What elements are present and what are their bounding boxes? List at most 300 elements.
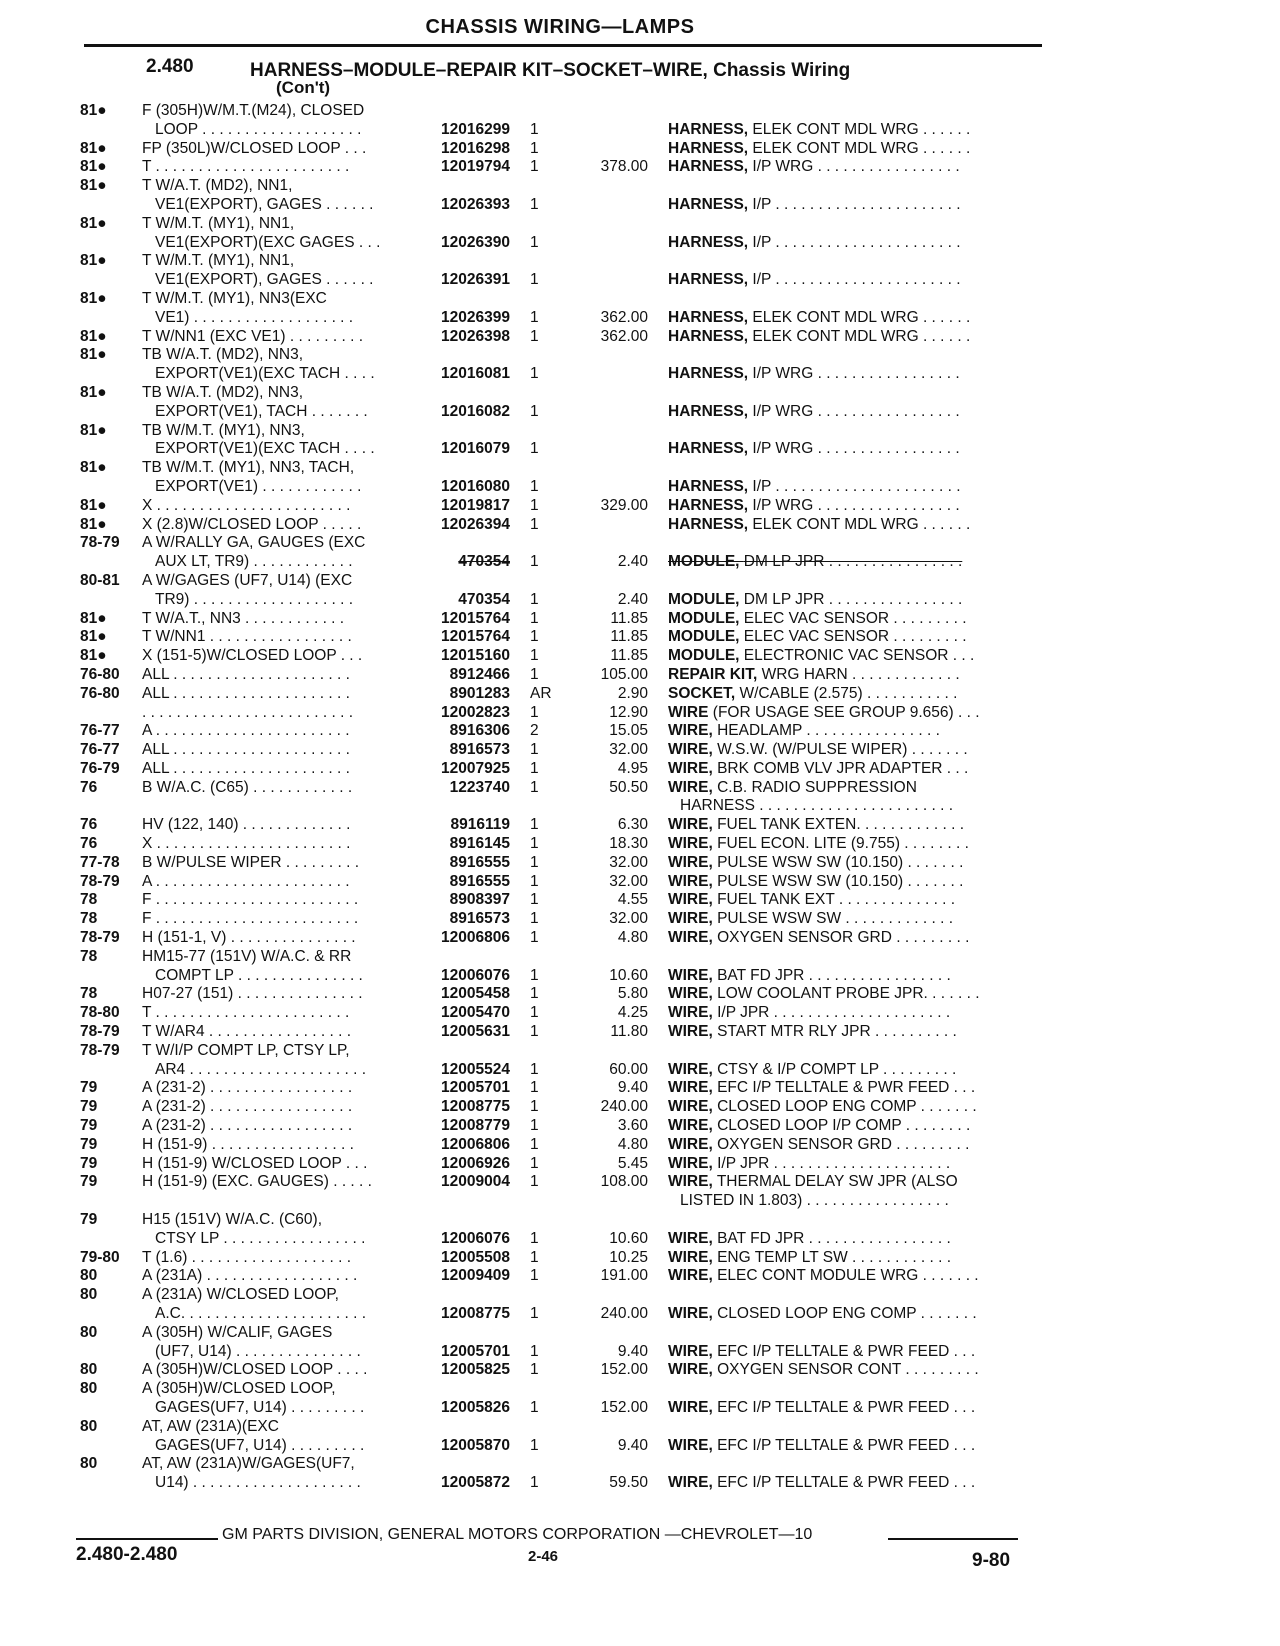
quantity: 1: [530, 440, 539, 458]
usage-description: T W/A.T. (MD2), NN1,: [142, 177, 293, 195]
list-item: [0, 647, 1280, 666]
quantity: 1: [530, 1098, 539, 1116]
quantity: 1: [530, 1398, 539, 1416]
list-price: 4.95: [617, 759, 648, 777]
section-title: HARNESS–MODULE–REPAIR KIT–SOCKET–WIRE, Chassis Wiring: [250, 60, 851, 81]
usage-description: T W/NN1 . . . . . . . . . . . . . . . . .: [142, 628, 352, 646]
part-name: [668, 121, 970, 140]
part-name-noun: HARNESS,: [668, 402, 749, 420]
list-item: [0, 346, 1280, 365]
quantity: 1: [530, 1361, 539, 1379]
quantity: 1: [530, 515, 539, 533]
quantity: 1: [530, 496, 539, 514]
part-name-noun: HARNESS,: [668, 477, 749, 495]
part-name: [680, 1192, 949, 1211]
part-name-detail: HARNESS . . . . . . . . . . . . . . . . . . . . . . .: [680, 797, 954, 815]
list-item: [0, 722, 1280, 741]
quantity: 1: [530, 195, 539, 213]
model-year: 76: [80, 816, 98, 834]
model-year: 79: [80, 1211, 98, 1229]
part-name: [668, 1079, 975, 1098]
list-item: [0, 910, 1280, 929]
part-number: 12005825: [441, 1361, 510, 1379]
model-year: 81●: [80, 252, 107, 270]
list-item: [0, 1061, 1280, 1080]
part-name: [668, 591, 962, 610]
part-name-detail: HEADLAMP . . . . . . . . . . . . . . . .: [717, 722, 940, 740]
quantity: 1: [530, 308, 539, 326]
part-number: 12006806: [441, 1135, 510, 1153]
part-number: 12006076: [441, 966, 510, 984]
part-name: [668, 328, 970, 347]
part-name-noun: WIRE,: [668, 759, 713, 777]
part-name-detail: CLOSED LOOP ENG COMP . . . . . . .: [717, 1305, 977, 1322]
part-name-noun: WIRE,: [668, 1060, 713, 1078]
part-name-noun: WIRE,: [668, 1229, 713, 1247]
part-name-noun: WIRE,: [668, 1305, 713, 1322]
part-number: 12009409: [441, 1267, 510, 1285]
list-item: [0, 1286, 1280, 1305]
quantity: 1: [530, 1117, 539, 1135]
model-year: 76-80: [80, 665, 120, 683]
part-name-noun: WIRE,: [668, 1267, 713, 1285]
model-year: 81●: [80, 327, 107, 345]
list-price: 10.60: [609, 1229, 648, 1247]
parts-list: [0, 102, 1280, 1493]
part-number: 8916573: [449, 910, 510, 928]
usage-description: TB W/A.T. (MD2), NN3,: [142, 383, 304, 401]
part-name-noun: HARNESS,: [668, 271, 749, 289]
list-price: 12.90: [609, 703, 648, 721]
usage-description: AUX LT, TR9) . . . . . . . . . . . .: [155, 553, 353, 571]
part-name-detail: W.S.W. (W/PULSE WIPER) . . . . . . .: [717, 741, 968, 759]
list-price: 60.00: [609, 1060, 648, 1078]
part-name: [668, 1155, 950, 1174]
list-item: [0, 177, 1280, 196]
part-name: [668, 196, 961, 215]
part-name-noun: WIRE,: [668, 1079, 713, 1097]
usage-description: A (305H)W/CLOSED LOOP,: [142, 1380, 336, 1398]
usage-description: H (151-1, V) . . . . . . . . . . . . . . .: [142, 929, 356, 947]
part-name-noun: HARNESS,: [668, 308, 749, 326]
part-number: 12016082: [441, 402, 510, 420]
model-year: 76-77: [80, 741, 120, 759]
usage-description: T W/M.T. (MY1), NN1,: [142, 214, 295, 232]
usage-description: AR4 . . . . . . . . . . . . . . . . . . . . .: [155, 1060, 367, 1078]
part-name-detail: ENG TEMP LT SW . . . . . . . . . . . .: [717, 1248, 952, 1266]
quantity: 1: [530, 1004, 539, 1022]
list-item: [0, 102, 1280, 121]
usage-description: VE1(EXPORT), GAGES . . . . . .: [155, 195, 374, 213]
list-item: [0, 158, 1280, 177]
part-name-detail: FUEL TANK EXT . . . . . . . . . . . . . .: [717, 891, 956, 909]
quantity: 1: [530, 966, 539, 984]
part-name-noun: WIRE,: [668, 929, 713, 947]
list-item: [0, 1173, 1280, 1192]
part-name-detail: BAT FD JPR . . . . . . . . . . . . . . . . .: [717, 1229, 951, 1247]
quantity: 1: [530, 609, 539, 627]
list-item: [0, 252, 1280, 271]
usage-description: A (231-2) . . . . . . . . . . . . . . . . .: [142, 1098, 353, 1116]
list-item: [0, 478, 1280, 497]
part-name-detail: EFC I/P TELLTALE & PWR FEED . . .: [717, 1436, 976, 1454]
list-price: 59.50: [609, 1474, 648, 1492]
usage-description: HM15-77 (151V) W/A.C. & RR: [142, 947, 352, 965]
quantity: 1: [530, 1079, 539, 1097]
list-price: 152.00: [600, 1398, 648, 1416]
list-item: [0, 891, 1280, 910]
part-name: [668, 628, 967, 647]
part-number: 12005458: [441, 985, 510, 1003]
part-name-noun: WIRE,: [668, 816, 713, 834]
footer-rule-right: [888, 1538, 1018, 1540]
quantity: 1: [530, 703, 539, 721]
model-year: 79: [80, 1098, 98, 1116]
part-number: 8916573: [449, 741, 510, 759]
model-year: 76: [80, 778, 98, 796]
list-price: 18.30: [609, 835, 648, 853]
usage-description: A (305H)W/CLOSED LOOP . . . .: [142, 1361, 368, 1379]
part-name: [668, 741, 968, 760]
usage-description: A (231-2) . . . . . . . . . . . . . . . . .: [142, 1079, 353, 1097]
part-name: [668, 835, 969, 854]
list-price: 32.00: [609, 872, 648, 890]
part-name: [668, 1230, 951, 1249]
part-number: 12005631: [441, 1023, 510, 1041]
list-price: 9.40: [617, 1436, 648, 1454]
list-item: [0, 666, 1280, 685]
part-name-detail: ELEK CONT MDL WRG . . . . . .: [752, 120, 971, 138]
model-year: 79: [80, 1154, 98, 1172]
list-price: 10.25: [609, 1248, 648, 1266]
part-name: [668, 1023, 957, 1042]
usage-description: T . . . . . . . . . . . . . . . . . . . . . . .: [142, 1004, 350, 1022]
usage-description: H (151-9) W/CLOSED LOOP . . .: [142, 1154, 368, 1172]
usage-description: H (151-9) (EXC. GAUGES) . . . . .: [142, 1173, 372, 1191]
part-name: [668, 553, 962, 572]
list-price: 32.00: [609, 853, 648, 871]
part-name-detail: EFC I/P TELLTALE & PWR FEED . . .: [717, 1398, 976, 1416]
part-name-noun: MODULE,: [668, 647, 740, 665]
quantity: 1: [530, 365, 539, 383]
quantity: 1: [530, 590, 539, 608]
part-number: 12026390: [441, 233, 510, 251]
part-name-noun: HARNESS,: [668, 120, 749, 138]
usage-description: X (2.8)W/CLOSED LOOP . . . . .: [142, 515, 362, 533]
part-name-noun: HARNESS,: [668, 158, 749, 176]
footer-publisher: GM PARTS DIVISION, GENERAL MOTORS CORPORATION —CHEVROLET—10: [222, 1526, 813, 1543]
list-item: [0, 534, 1280, 553]
part-name-detail: (FOR USAGE SEE GROUP 9.656) . . .: [712, 703, 980, 721]
part-name: [668, 704, 980, 723]
usage-description: T (1.6) . . . . . . . . . . . . . . . . . . .: [142, 1248, 352, 1266]
usage-description: VE1) . . . . . . . . . . . . . . . . . . .: [155, 308, 354, 326]
part-number: 12009004: [441, 1173, 510, 1191]
part-number: 12026393: [441, 195, 510, 213]
part-name: [668, 1117, 970, 1136]
list-item: [0, 741, 1280, 760]
part-name-noun: WIRE,: [668, 985, 713, 1003]
part-name: [668, 610, 967, 629]
usage-description: U14) . . . . . . . . . . . . . . . . . . . .: [155, 1474, 361, 1492]
model-year: 81●: [80, 609, 107, 627]
part-name: [668, 1343, 975, 1362]
part-name: [668, 403, 960, 422]
quantity: 1: [530, 402, 539, 420]
usage-description: VE1(EXPORT), GAGES . . . . . .: [155, 271, 374, 289]
usage-description: TB W/A.T. (MD2), NN3,: [142, 346, 304, 364]
part-number: 8916145: [449, 835, 510, 853]
model-year: 76-79: [80, 759, 120, 777]
part-name: [668, 779, 917, 798]
list-price: 3.60: [617, 1117, 648, 1135]
part-name-detail: ELEK CONT MDL WRG . . . . . .: [752, 515, 971, 533]
quantity: 1: [530, 1135, 539, 1153]
part-name-detail: EFC I/P TELLTALE & PWR FEED . . .: [717, 1079, 976, 1097]
part-name-noun: HARNESS,: [668, 515, 749, 533]
quantity: 1: [530, 139, 539, 157]
model-year: 81●: [80, 383, 107, 401]
part-name-noun: HARNESS,: [668, 139, 749, 157]
part-number: 1223740: [449, 778, 510, 796]
list-price: 240.00: [600, 1098, 648, 1116]
list-item: [0, 929, 1280, 948]
part-name-noun: WIRE,: [668, 1173, 713, 1191]
quantity: 1: [530, 891, 539, 909]
usage-description: X (151-5)W/CLOSED LOOP . . .: [142, 647, 363, 665]
part-name-noun: WIRE,: [668, 1398, 713, 1416]
part-name-detail: PULSE WSW SW (10.150) . . . . . . .: [717, 853, 964, 871]
part-name-detail: PULSE WSW SW (10.150) . . . . . . .: [717, 872, 964, 890]
list-item: [0, 1437, 1280, 1456]
part-number: 12016079: [441, 440, 510, 458]
footer-page-number: 2-46: [528, 1548, 559, 1565]
part-name-detail: ELECTRONIC VAC SENSOR . . .: [743, 647, 975, 665]
part-name: [668, 910, 953, 929]
list-price: 11.85: [610, 628, 648, 646]
usage-description: EXPORT(VE1), TACH . . . . . . .: [155, 402, 368, 420]
model-year: 78: [80, 910, 98, 928]
part-number: 12005524: [441, 1060, 510, 1078]
usage-description: LOOP . . . . . . . . . . . . . . . . . . .: [155, 120, 362, 138]
model-year: 76: [80, 835, 98, 853]
list-item: [0, 403, 1280, 422]
usage-description: F . . . . . . . . . . . . . . . . . . . . . . . .: [142, 910, 359, 928]
usage-description: TB W/M.T. (MY1), NN3, TACH,: [142, 459, 355, 477]
usage-description: T W/NN1 (EXC VE1) . . . . . . . . .: [142, 327, 364, 345]
part-number: 12006806: [441, 929, 510, 947]
part-name-detail: ELEC VAC SENSOR . . . . . . . . .: [743, 628, 967, 646]
part-name: [668, 666, 960, 685]
part-name-detail: CLOSED LOOP ENG COMP . . . . . . .: [717, 1098, 977, 1116]
list-item: [0, 1042, 1280, 1061]
part-name-noun: SOCKET,: [668, 684, 736, 702]
usage-description: FP (350L)W/CLOSED LOOP . . .: [142, 139, 367, 157]
usage-description: T W/M.T. (MY1), NN3(EXC: [142, 289, 327, 307]
model-year: 81●: [80, 102, 107, 119]
part-number: 12015764: [441, 628, 510, 646]
list-price: 152.00: [600, 1361, 648, 1379]
quantity: 1: [530, 1474, 539, 1492]
part-number: 12016298: [441, 139, 510, 157]
part-name-noun: WIRE,: [668, 778, 713, 796]
part-name: [668, 1061, 956, 1080]
part-name-detail: OXYGEN SENSOR GRD . . . . . . . . .: [717, 1135, 970, 1153]
part-name-detail: START MTR RLY JPR . . . . . . . . . .: [717, 1023, 957, 1041]
part-name-detail: CTSY & I/P COMPT LP . . . . . . . . .: [717, 1060, 957, 1078]
list-price: 32.00: [609, 910, 648, 928]
usage-description: EXPORT(VE1)(EXC TACH . . . .: [155, 365, 375, 383]
quantity: 1: [530, 1248, 539, 1266]
list-item: [0, 1249, 1280, 1268]
usage-description: A (305H) W/CALIF, GAGES: [142, 1323, 333, 1341]
part-number: 12015160: [441, 647, 510, 665]
part-number: 12008775: [441, 1305, 510, 1322]
part-number: 12008779: [441, 1117, 510, 1135]
part-number: 12005508: [441, 1248, 510, 1266]
model-year: 76-80: [80, 684, 120, 702]
list-price: 11.80: [610, 1023, 648, 1041]
page-header-title: CHASSIS WIRING—LAMPS: [425, 16, 695, 38]
list-item: [0, 365, 1280, 384]
usage-description: H (151-9) . . . . . . . . . . . . . . . . .: [142, 1135, 354, 1153]
part-name: [668, 967, 951, 986]
quantity: 1: [530, 929, 539, 947]
part-name-noun: WIRE,: [668, 835, 713, 853]
usage-description: HV (122, 140) . . . . . . . . . . . . .: [142, 816, 351, 834]
part-name: [668, 1249, 951, 1268]
list-price: 4.80: [617, 1135, 648, 1153]
footer-group-range: 2.480-2.480: [76, 1544, 178, 1565]
part-name-detail: ELEK CONT MDL WRG . . . . . .: [752, 308, 971, 326]
part-name-noun: WIRE,: [668, 722, 713, 740]
part-name-detail: LOW COOLANT PROBE JPR. . . . . . .: [717, 985, 980, 1003]
usage-description: . . . . . . . . . . . . . . . . . . . . . . . . .: [142, 703, 354, 721]
list-item: [0, 1418, 1280, 1437]
list-item: [0, 948, 1280, 967]
list-item: [0, 1305, 1280, 1324]
quantity: 1: [530, 759, 539, 777]
part-name-detail: I/P . . . . . . . . . . . . . . . . . . . . . .: [752, 195, 961, 213]
usage-description: H07-27 (151) . . . . . . . . . . . . . . .: [142, 985, 363, 1003]
part-name: [668, 234, 961, 253]
model-year: 81●: [80, 421, 107, 439]
usage-description: B W/PULSE WIPER . . . . . . . . .: [142, 853, 360, 871]
part-name-detail: FUEL TANK EXTEN. . . . . . . . . . . . .: [717, 816, 964, 834]
model-year: 81●: [80, 139, 107, 157]
list-item: [0, 1192, 1280, 1211]
quantity: 1: [530, 477, 539, 495]
section-number: 2.480: [146, 56, 194, 77]
header-rule: [84, 44, 1042, 47]
part-name: [668, 1305, 977, 1324]
model-year: 76-77: [80, 722, 120, 740]
list-price: 2.40: [617, 553, 648, 571]
list-price: 15.05: [609, 722, 648, 740]
part-number: 8916555: [449, 872, 510, 890]
part-number: 8916119: [450, 816, 510, 834]
list-item: [0, 591, 1280, 610]
part-name-detail: THERMAL DELAY SW JPR (ALSO: [716, 1173, 958, 1191]
usage-description: ALL . . . . . . . . . . . . . . . . . . . . .: [142, 665, 350, 683]
part-number: 12019794: [441, 158, 510, 176]
model-year: 78-79: [80, 872, 120, 890]
quantity: 1: [530, 985, 539, 1003]
part-name-noun: WIRE,: [668, 741, 713, 759]
model-year: 77-78: [80, 853, 120, 871]
usage-description: CTSY LP . . . . . . . . . . . . . . . . .: [155, 1229, 366, 1247]
part-name: [668, 1136, 969, 1155]
part-number: 12016081: [441, 365, 510, 383]
quantity: 1: [530, 816, 539, 834]
list-item: [0, 328, 1280, 347]
list-price: 4.80: [617, 929, 648, 947]
part-name: [668, 1361, 979, 1380]
part-name-noun: MODULE,: [668, 590, 740, 608]
model-year: 79-80: [80, 1248, 120, 1266]
model-year: 80: [80, 1286, 98, 1304]
part-name-noun: WIRE,: [668, 966, 713, 984]
part-number: 12005701: [441, 1079, 510, 1097]
list-item: [0, 1098, 1280, 1117]
quantity: 1: [530, 910, 539, 928]
model-year: 81●: [80, 177, 107, 195]
part-name-noun: WIRE,: [668, 891, 713, 909]
part-name-noun: WIRE,: [668, 1248, 713, 1266]
footer-rule-left: [76, 1538, 218, 1540]
part-name: [668, 1267, 979, 1286]
usage-description: A W/GAGES (UF7, U14) (EXC: [142, 571, 353, 589]
usage-description: T W/M.T. (MY1), NN1,: [142, 252, 295, 270]
part-name-detail: CLOSED LOOP I/P COMP . . . . . . . .: [717, 1117, 971, 1135]
list-item: [0, 309, 1280, 328]
usage-description: COMPT LP . . . . . . . . . . . . . . .: [155, 966, 363, 984]
part-name-detail: I/P WRG . . . . . . . . . . . . . . . . .: [752, 365, 960, 383]
model-year: 78-80: [80, 1004, 120, 1022]
list-item: [0, 779, 1280, 798]
model-year: 78: [80, 891, 98, 909]
part-number: 8916306: [449, 722, 510, 740]
part-name: [668, 140, 970, 159]
part-number: 12026394: [441, 515, 510, 533]
part-number: 12015764: [441, 609, 510, 627]
part-name-detail: DM LP JPR . . . . . . . . . . . . . . . .: [743, 553, 963, 571]
part-name-detail: ELEK CONT MDL WRG . . . . . .: [752, 139, 971, 157]
part-name-detail: I/P . . . . . . . . . . . . . . . . . . . . . .: [752, 271, 961, 289]
part-name-noun: WIRE,: [668, 1098, 713, 1116]
list-item: [0, 873, 1280, 892]
part-name-detail: I/P . . . . . . . . . . . . . . . . . . . . . .: [752, 233, 961, 251]
part-name: [668, 440, 960, 459]
list-item: [0, 497, 1280, 516]
quantity: 1: [530, 327, 539, 345]
part-name-detail: FUEL ECON. LITE (9.755) . . . . . . . .: [717, 835, 969, 853]
list-item: [0, 1230, 1280, 1249]
usage-description: A (231A) W/CLOSED LOOP,: [142, 1286, 339, 1304]
usage-description: VE1(EXPORT)(EXC GAGES . . .: [155, 233, 381, 251]
model-year: 81●: [80, 346, 107, 364]
quantity: 1: [530, 120, 539, 138]
list-item: [0, 140, 1280, 159]
model-year: 81●: [80, 158, 107, 176]
part-name: [668, 647, 974, 666]
list-price: 240.00: [600, 1305, 648, 1322]
part-name: [668, 365, 960, 384]
part-name: [668, 1173, 958, 1192]
model-year: 81●: [80, 459, 107, 477]
list-price: 362.00: [600, 327, 648, 345]
part-name-detail: BAT FD JPR . . . . . . . . . . . . . . . . .: [717, 966, 951, 984]
